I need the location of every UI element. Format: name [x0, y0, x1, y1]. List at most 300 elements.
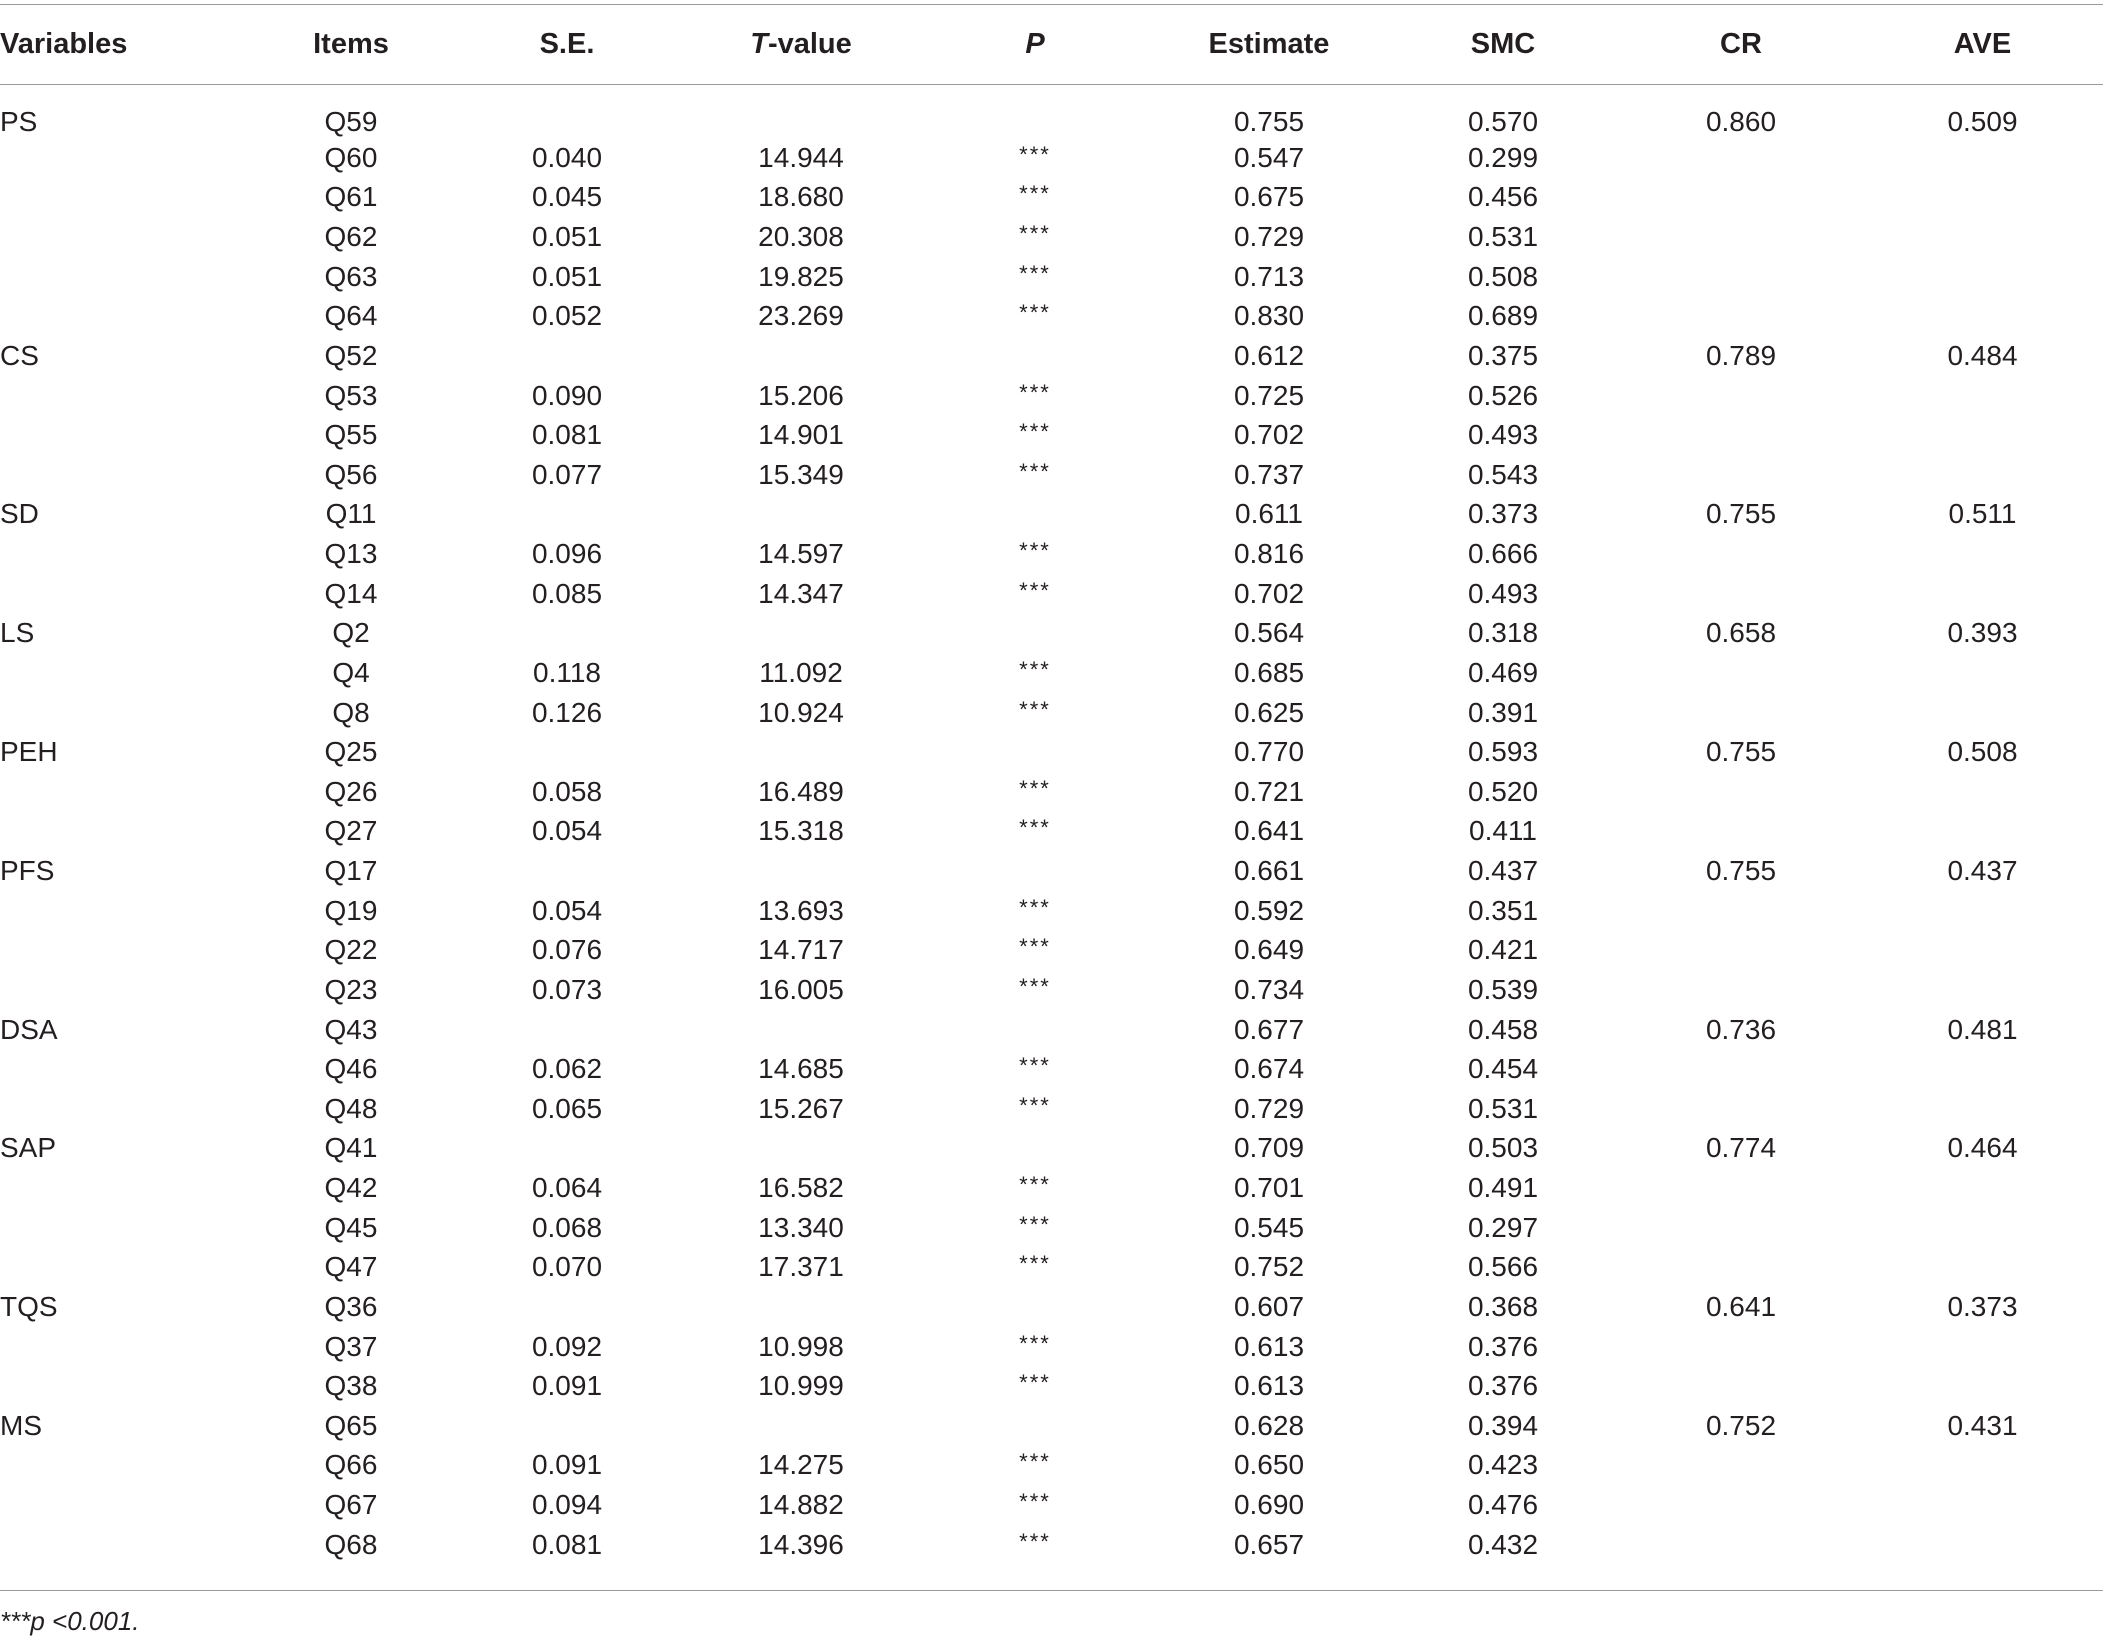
cell-ave	[1862, 574, 2103, 614]
significance-stars: ***	[1019, 934, 1051, 960]
cell-se: 0.085	[531, 577, 603, 609]
cell-variable	[0, 138, 252, 178]
cell-p	[918, 970, 1152, 1010]
table-row	[0, 178, 2103, 218]
table-bottom-rule	[0, 1590, 2103, 1591]
cell-smc: 0.437	[1467, 855, 1539, 887]
header-t-value	[684, 4, 918, 84]
cell-smc: 0.391	[1467, 696, 1539, 728]
cell-se: 0.077	[531, 458, 603, 490]
cell-variable	[0, 1248, 252, 1288]
cell-estimate: 0.641	[1233, 815, 1305, 847]
cell-cr	[1620, 653, 1862, 693]
cell-cr	[1620, 1049, 1862, 1089]
cell-se	[450, 495, 684, 535]
table-row	[0, 812, 2103, 852]
table-row	[0, 138, 2103, 178]
cell-smc: 0.376	[1467, 1370, 1539, 1402]
cell-cr	[1620, 534, 1862, 574]
cell-cr: 0.789	[1705, 339, 1777, 371]
table-row	[0, 84, 2103, 138]
cell-ave: 0.373	[1947, 1290, 2018, 1322]
cell-cr	[1620, 415, 1862, 455]
significance-stars: ***	[1019, 221, 1051, 247]
cell-smc: 0.566	[1467, 1251, 1539, 1283]
cell-estimate: 0.690	[1233, 1489, 1305, 1521]
significance-stars: ***	[1019, 775, 1051, 801]
cell-smc: 0.491	[1467, 1172, 1539, 1204]
cell-item: Q66	[324, 1449, 378, 1481]
cell-p	[918, 455, 1152, 495]
cell-cr	[1620, 138, 1862, 178]
cell-item: Q11	[325, 498, 377, 530]
cell-t-value	[684, 1129, 918, 1169]
cell-estimate: 0.702	[1233, 419, 1305, 451]
cell-se: 0.096	[531, 538, 603, 570]
cell-p	[918, 84, 1152, 138]
cell-se: 0.081	[531, 419, 603, 451]
cell-item: Q46	[324, 1053, 378, 1085]
cell-cr	[1620, 1168, 1862, 1208]
cell-variable: LS	[0, 617, 35, 649]
cell-smc: 0.531	[1467, 221, 1539, 253]
table-row	[0, 1287, 2103, 1327]
cell-estimate: 0.721	[1233, 775, 1305, 807]
cell-se: 0.040	[531, 141, 603, 173]
cell-variable: PEH	[0, 736, 58, 768]
cell-item: Q60	[324, 141, 378, 173]
significance-stars: ***	[1019, 538, 1051, 564]
cell-ave	[1862, 1208, 2103, 1248]
cell-variable: MS	[0, 1409, 42, 1441]
cell-item: Q61	[324, 181, 378, 213]
cell-se: 0.064	[531, 1172, 603, 1204]
cell-t-value: 15.267	[758, 1092, 844, 1124]
cell-t-value: 14.882	[758, 1489, 844, 1521]
header-estimate: Estimate	[1208, 27, 1330, 60]
cell-item: Q67	[324, 1489, 378, 1521]
cell-item: Q59	[324, 106, 378, 137]
cell-ave: 0.431	[1947, 1409, 2018, 1441]
header-t-letter: T	[750, 27, 768, 60]
cell-variable	[0, 1366, 252, 1406]
cell-cr	[1620, 1327, 1862, 1367]
cell-ave	[1862, 1525, 2103, 1565]
significance-stars: ***	[1019, 656, 1051, 682]
cell-t-value: 14.901	[758, 419, 844, 451]
cell-cr	[1620, 1525, 1862, 1565]
cell-t-value: 15.206	[758, 379, 844, 411]
cell-smc: 0.689	[1467, 300, 1539, 332]
cell-cr	[1620, 455, 1862, 495]
cell-p	[918, 297, 1152, 337]
cell-cr: 0.736	[1705, 1013, 1777, 1045]
cell-cr	[1620, 1366, 1862, 1406]
header-items: Items	[313, 27, 389, 60]
cell-p	[918, 772, 1152, 812]
cell-se: 0.073	[531, 973, 603, 1005]
cell-cr	[1620, 1089, 1862, 1129]
cell-variable	[0, 970, 252, 1010]
table-row	[0, 931, 2103, 971]
significance-stars: ***	[1019, 1251, 1051, 1277]
significance-stars: ***	[1019, 815, 1051, 841]
header-cr: CR	[1720, 27, 1762, 60]
cell-item: Q56	[324, 458, 378, 490]
cell-estimate: 0.770	[1233, 736, 1305, 768]
cell-item: Q48	[324, 1092, 378, 1124]
cell-t-value: 14.347	[758, 577, 844, 609]
cell-se	[450, 1010, 684, 1050]
cell-t-value: 10.998	[758, 1330, 844, 1362]
table-row	[0, 1446, 2103, 1486]
cell-cr: 0.752	[1705, 1409, 1777, 1441]
cell-item: Q53	[324, 379, 378, 411]
cell-estimate: 0.564	[1233, 617, 1305, 649]
cell-ave	[1862, 376, 2103, 416]
cell-se	[450, 1406, 684, 1446]
cell-variable	[0, 178, 252, 218]
cell-ave	[1862, 1049, 2103, 1089]
cell-se: 0.092	[531, 1330, 603, 1362]
cell-ave	[1862, 812, 2103, 852]
cell-cr	[1620, 812, 1862, 852]
table-row	[0, 693, 2103, 733]
cell-cr	[1620, 1485, 1862, 1525]
cell-ave	[1862, 138, 2103, 178]
cell-cr	[1620, 376, 1862, 416]
cell-ave	[1862, 772, 2103, 812]
cell-smc: 0.543	[1467, 458, 1539, 490]
cell-item: Q27	[324, 815, 378, 847]
cell-variable	[0, 574, 252, 614]
cell-variable	[0, 1208, 252, 1248]
cell-ave: 0.511	[1948, 498, 2017, 530]
cell-cr: 0.860	[1705, 106, 1777, 137]
cell-ave	[1862, 534, 2103, 574]
cell-ave	[1862, 1446, 2103, 1486]
cell-se: 0.062	[531, 1053, 603, 1085]
cell-t-value	[684, 1010, 918, 1050]
cell-t-value: 16.489	[758, 775, 844, 807]
cell-p	[918, 1049, 1152, 1089]
table-row	[0, 455, 2103, 495]
cell-smc: 0.458	[1467, 1013, 1539, 1045]
cell-p	[918, 138, 1152, 178]
cell-p	[918, 1327, 1152, 1367]
cell-t-value: 16.005	[758, 973, 844, 1005]
cell-ave	[1862, 415, 2103, 455]
cell-t-value: 14.396	[758, 1528, 844, 1560]
cell-se	[450, 614, 684, 654]
cell-estimate: 0.737	[1233, 458, 1305, 490]
cell-t-value: 15.349	[758, 458, 844, 490]
cell-cr	[1620, 257, 1862, 297]
cell-cr	[1620, 693, 1862, 733]
cell-se: 0.054	[531, 815, 603, 847]
cell-item: Q41	[324, 1132, 378, 1164]
cell-se: 0.068	[531, 1211, 603, 1243]
table-row	[0, 336, 2103, 376]
cell-t-value	[684, 1287, 918, 1327]
cell-t-value	[684, 732, 918, 772]
table-row	[0, 1089, 2103, 1129]
cell-p	[918, 1208, 1152, 1248]
cell-cr	[1620, 1446, 1862, 1486]
cell-item: Q68	[324, 1528, 378, 1560]
cell-se: 0.052	[531, 300, 603, 332]
cell-estimate: 0.674	[1233, 1053, 1305, 1085]
cell-ave	[1862, 1089, 2103, 1129]
cell-item: Q2	[332, 617, 370, 649]
table-row	[0, 415, 2103, 455]
cell-se: 0.051	[531, 260, 603, 292]
cell-t-value: 10.924	[758, 696, 844, 728]
significance-stars: ***	[1019, 1211, 1051, 1237]
cell-se	[450, 851, 684, 891]
cell-variable	[0, 1327, 252, 1367]
cell-item: Q23	[324, 973, 378, 1005]
table-row	[0, 1049, 2103, 1089]
cell-t-value: 16.582	[758, 1172, 844, 1204]
cell-ave	[1862, 455, 2103, 495]
cell-p	[918, 257, 1152, 297]
cell-smc: 0.456	[1467, 181, 1539, 213]
cell-item: Q47	[324, 1251, 378, 1283]
cell-se: 0.076	[531, 934, 603, 966]
table-row	[0, 1168, 2103, 1208]
cell-t-value	[684, 495, 918, 535]
table-row	[0, 217, 2103, 257]
cell-estimate: 0.613	[1233, 1330, 1305, 1362]
cell-ave	[1862, 217, 2103, 257]
header-smc: SMC	[1470, 27, 1536, 60]
cell-se: 0.126	[531, 696, 603, 728]
table-row	[0, 772, 2103, 812]
table-row	[0, 1248, 2103, 1288]
cell-t-value: 14.685	[758, 1053, 844, 1085]
cell-se	[450, 1129, 684, 1169]
table-row	[0, 1327, 2103, 1367]
cell-estimate: 0.752	[1233, 1251, 1305, 1283]
table-row	[0, 257, 2103, 297]
cell-variable	[0, 1525, 252, 1565]
table-row	[0, 970, 2103, 1010]
cell-item: Q26	[324, 775, 378, 807]
cell-estimate: 0.713	[1233, 260, 1305, 292]
cell-cr	[1620, 891, 1862, 931]
cell-t-value: 20.308	[758, 221, 844, 253]
cell-item: Q14	[324, 577, 378, 609]
cell-p	[918, 217, 1152, 257]
cell-variable: SD	[0, 498, 39, 530]
cell-t-value	[684, 336, 918, 376]
cell-smc: 0.376	[1467, 1330, 1539, 1362]
cell-estimate: 0.816	[1233, 538, 1305, 570]
cell-variable: CS	[0, 339, 39, 371]
table-row	[0, 1010, 2103, 1050]
cell-p	[918, 1089, 1152, 1129]
cell-t-value	[684, 851, 918, 891]
cell-item: Q22	[324, 934, 378, 966]
cell-p	[918, 1366, 1152, 1406]
cell-item: Q36	[324, 1290, 378, 1322]
cell-estimate: 0.709	[1233, 1132, 1305, 1164]
cell-variable	[0, 534, 252, 574]
cell-smc: 0.526	[1467, 379, 1539, 411]
cell-p	[918, 1287, 1152, 1327]
cell-ave: 0.437	[1947, 855, 2018, 887]
cell-item: Q17	[324, 855, 378, 887]
cell-cr	[1620, 1248, 1862, 1288]
cell-smc: 0.476	[1467, 1489, 1539, 1521]
cell-item: Q52	[324, 339, 378, 371]
cell-estimate: 0.612	[1233, 339, 1305, 371]
cell-item: Q19	[324, 894, 378, 926]
table-row	[0, 534, 2103, 574]
cell-p	[918, 851, 1152, 891]
cell-cr	[1620, 217, 1862, 257]
cell-cr	[1620, 574, 1862, 614]
cell-p	[918, 178, 1152, 218]
cell-cr	[1620, 970, 1862, 1010]
cell-smc: 0.593	[1467, 736, 1539, 768]
cell-smc: 0.570	[1467, 106, 1539, 137]
cell-variable: DSA	[0, 1013, 58, 1045]
significance-stars: ***	[1019, 181, 1051, 207]
cell-variable	[0, 1089, 252, 1129]
cell-estimate: 0.755	[1233, 106, 1305, 137]
cell-se: 0.094	[531, 1489, 603, 1521]
cell-item: Q43	[324, 1013, 378, 1045]
cell-variable	[0, 415, 252, 455]
cell-variable: TQS	[0, 1290, 58, 1322]
significance-stars: ***	[1019, 1489, 1051, 1515]
table-row	[0, 495, 2103, 535]
cell-p	[918, 693, 1152, 733]
cell-smc: 0.299	[1467, 141, 1539, 173]
cell-item: Q55	[324, 419, 378, 451]
cell-smc: 0.454	[1467, 1053, 1539, 1085]
cell-smc: 0.373	[1467, 498, 1539, 530]
significance-stars: ***	[1019, 894, 1051, 920]
cell-estimate: 0.701	[1233, 1172, 1305, 1204]
cell-p	[918, 376, 1152, 416]
cell-p	[918, 653, 1152, 693]
cell-variable: SAP	[0, 1132, 57, 1164]
cell-item: Q37	[324, 1330, 378, 1362]
cell-variable	[0, 931, 252, 971]
cell-p	[918, 614, 1152, 654]
cell-cr: 0.755	[1705, 498, 1777, 530]
cell-variable	[0, 1168, 252, 1208]
cell-item: Q45	[324, 1211, 378, 1243]
cell-variable	[0, 693, 252, 733]
cell-t-value: 13.693	[758, 894, 844, 926]
cell-cr: 0.774	[1705, 1132, 1777, 1164]
cell-p	[918, 1485, 1152, 1525]
cell-se: 0.070	[531, 1251, 603, 1283]
table-row	[0, 891, 2103, 931]
cell-estimate: 0.628	[1233, 1409, 1305, 1441]
cell-se: 0.054	[531, 894, 603, 926]
cell-smc: 0.493	[1467, 419, 1539, 451]
cell-ave	[1862, 931, 2103, 971]
cell-smc: 0.432	[1467, 1528, 1539, 1560]
cell-t-value: 23.269	[758, 300, 844, 332]
cell-ave	[1862, 257, 2103, 297]
cell-t-value: 10.999	[758, 1370, 844, 1402]
header-t-suffix: -value	[767, 27, 852, 60]
cell-ave	[1862, 1485, 2103, 1525]
cell-p	[918, 1525, 1152, 1565]
table-row	[0, 1485, 2103, 1525]
cell-t-value: 14.597	[758, 538, 844, 570]
cell-smc: 0.297	[1467, 1211, 1539, 1243]
cell-cr: 0.755	[1705, 736, 1777, 768]
cell-se	[450, 336, 684, 376]
table-header	[0, 4, 2103, 84]
cell-item: Q42	[324, 1172, 378, 1204]
cell-estimate: 0.650	[1233, 1449, 1305, 1481]
significance-stars: ***	[1019, 1053, 1051, 1079]
cell-t-value: 14.717	[758, 934, 844, 966]
cell-variable: PS	[0, 106, 38, 137]
cell-se	[450, 732, 684, 772]
cell-item: Q65	[324, 1409, 378, 1441]
cell-estimate: 0.734	[1233, 973, 1305, 1005]
table-row	[0, 1406, 2103, 1446]
table-row	[0, 1525, 2103, 1565]
cell-smc: 0.421	[1467, 934, 1539, 966]
cell-smc: 0.493	[1467, 577, 1539, 609]
cell-t-value: 17.371	[758, 1251, 844, 1283]
cell-item: Q8	[332, 696, 370, 728]
table-row	[0, 614, 2103, 654]
table-row	[0, 376, 2103, 416]
significance-stars: ***	[1019, 1172, 1051, 1198]
table-body	[0, 84, 2103, 1565]
cell-cr	[1620, 1208, 1862, 1248]
significance-stars: ***	[1019, 1092, 1051, 1118]
cell-p	[918, 1010, 1152, 1050]
cell-cr: 0.755	[1705, 855, 1777, 887]
cell-variable	[0, 772, 252, 812]
cell-estimate: 0.649	[1233, 934, 1305, 966]
cell-variable	[0, 1485, 252, 1525]
cell-smc: 0.368	[1467, 1290, 1539, 1322]
cell-ave	[1862, 970, 2103, 1010]
cell-p	[918, 1446, 1152, 1486]
cell-p	[918, 574, 1152, 614]
cell-variable	[0, 376, 252, 416]
cell-se: 0.058	[531, 775, 603, 807]
table-row	[0, 1129, 2103, 1169]
cell-se: 0.090	[531, 379, 603, 411]
cell-cr: 0.658	[1705, 617, 1777, 649]
cell-estimate: 0.675	[1233, 181, 1305, 213]
measurement-model-table	[0, 4, 2103, 1565]
header-p: P	[1025, 27, 1045, 60]
cell-smc: 0.411	[1469, 815, 1537, 847]
cell-estimate: 0.592	[1233, 894, 1305, 926]
significance-stars: ***	[1019, 379, 1051, 405]
cell-ave	[1862, 297, 2103, 337]
cell-p	[918, 534, 1152, 574]
significance-footnote: ***p <0.001.	[0, 1606, 140, 1636]
cell-estimate: 0.661	[1233, 855, 1305, 887]
cell-se: 0.081	[531, 1528, 603, 1560]
